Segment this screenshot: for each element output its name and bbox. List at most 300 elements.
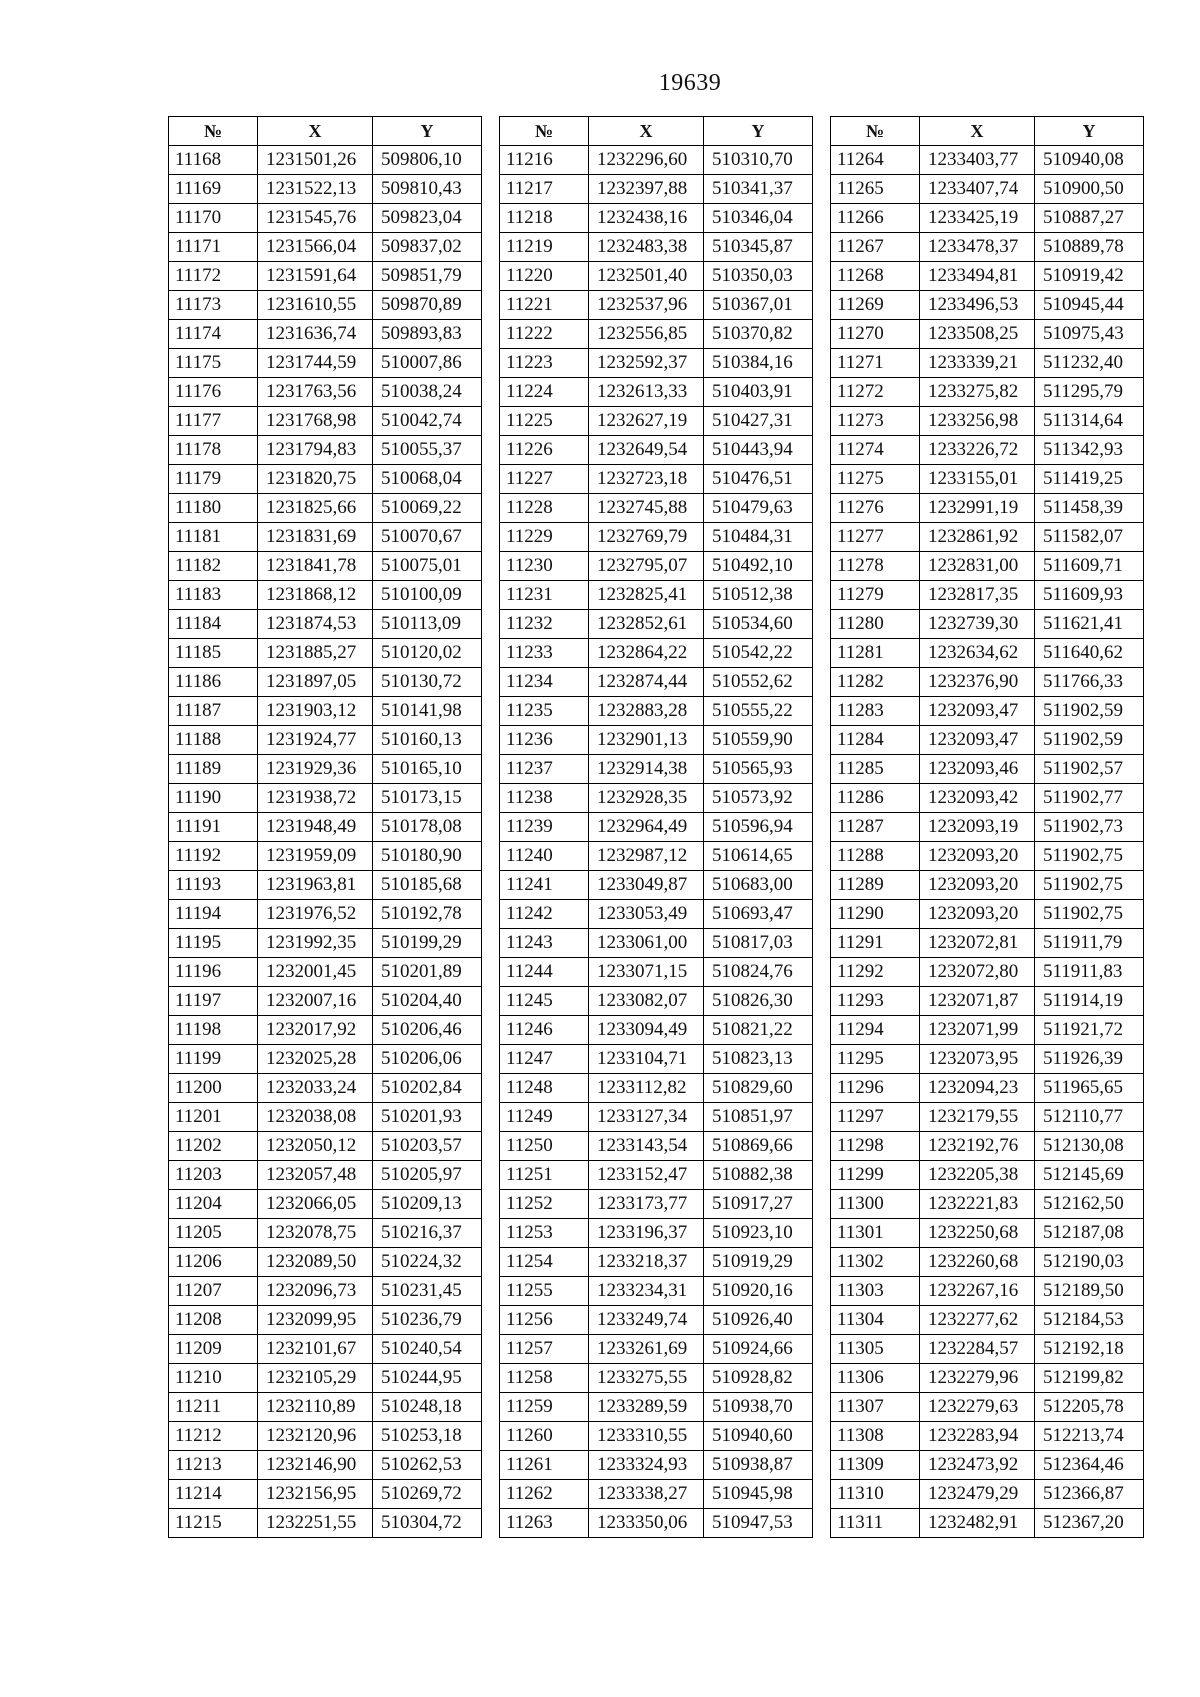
table-row <box>169 581 482 610</box>
table-row <box>831 1480 1144 1509</box>
coordinate-x: 1232883,28 <box>589 697 704 726</box>
table-row <box>831 726 1144 755</box>
point-number: 11286 <box>831 784 920 813</box>
point-number: 11234 <box>500 668 589 697</box>
table-row <box>831 523 1144 552</box>
coordinate-x: 1232739,30 <box>920 610 1035 639</box>
coordinate-y: 510248,18 <box>373 1393 482 1422</box>
table-row <box>831 871 1144 900</box>
point-number: 11283 <box>831 697 920 726</box>
coordinate-x: 1231874,53 <box>258 610 373 639</box>
point-number: 11213 <box>169 1451 258 1480</box>
point-number: 11301 <box>831 1219 920 1248</box>
point-number: 11216 <box>500 146 589 175</box>
coordinate-y: 512130,08 <box>1035 1132 1144 1161</box>
coordinate-x: 1233261,69 <box>589 1335 704 1364</box>
point-number: 11298 <box>831 1132 920 1161</box>
table-row <box>169 1045 482 1074</box>
column-header-number: № <box>831 117 920 146</box>
table-row <box>169 668 482 697</box>
point-number: 11202 <box>169 1132 258 1161</box>
coordinate-x: 1231841,78 <box>258 552 373 581</box>
coordinate-y: 510185,68 <box>373 871 482 900</box>
point-number: 11206 <box>169 1248 258 1277</box>
coordinate-x: 1232089,50 <box>258 1248 373 1277</box>
coordinate-x: 1231636,74 <box>258 320 373 349</box>
coordinate-x: 1231831,69 <box>258 523 373 552</box>
coordinate-y: 510120,02 <box>373 639 482 668</box>
point-number: 11245 <box>500 987 589 1016</box>
coordinate-y: 510178,08 <box>373 813 482 842</box>
coordinate-x: 1233104,71 <box>589 1045 704 1074</box>
point-number: 11309 <box>831 1451 920 1480</box>
table-body <box>169 146 482 1538</box>
coordinate-y: 510160,13 <box>373 726 482 755</box>
point-number: 11252 <box>500 1190 589 1219</box>
table-row <box>169 465 482 494</box>
point-number: 11222 <box>500 320 589 349</box>
coordinate-y: 510346,04 <box>704 204 813 233</box>
table-row <box>831 668 1144 697</box>
table-row <box>831 813 1144 842</box>
coordinate-y: 510304,72 <box>373 1509 482 1538</box>
coordinate-x: 1231959,09 <box>258 842 373 871</box>
coordinate-y: 510367,01 <box>704 291 813 320</box>
coordinate-y: 511314,64 <box>1035 407 1144 436</box>
coordinate-x: 1231744,59 <box>258 349 373 378</box>
coordinate-x: 1232795,07 <box>589 552 704 581</box>
coordinate-y: 510573,92 <box>704 784 813 813</box>
coordinate-table <box>830 116 1144 1538</box>
point-number: 11200 <box>169 1074 258 1103</box>
coordinate-x: 1233053,49 <box>589 900 704 929</box>
table-row <box>831 929 1144 958</box>
point-number: 11269 <box>831 291 920 320</box>
table-row <box>831 1161 1144 1190</box>
coordinate-x: 1232025,28 <box>258 1045 373 1074</box>
coordinate-x: 1232033,24 <box>258 1074 373 1103</box>
coordinate-x: 1232093,46 <box>920 755 1035 784</box>
point-number: 11289 <box>831 871 920 900</box>
point-number: 11261 <box>500 1451 589 1480</box>
coordinate-y: 510173,15 <box>373 784 482 813</box>
table-row <box>831 958 1144 987</box>
table-row <box>831 1335 1144 1364</box>
table-row <box>831 784 1144 813</box>
point-number: 11276 <box>831 494 920 523</box>
point-number: 11210 <box>169 1364 258 1393</box>
coordinate-x: 1232723,18 <box>589 465 704 494</box>
coordinate-x: 1233496,53 <box>920 291 1035 320</box>
point-number: 11264 <box>831 146 920 175</box>
coordinate-y: 510552,62 <box>704 668 813 697</box>
table-row <box>169 146 482 175</box>
table-row <box>169 320 482 349</box>
table-row <box>500 1509 813 1538</box>
table-row <box>500 1422 813 1451</box>
coordinate-x: 1231929,36 <box>258 755 373 784</box>
table-row <box>169 1451 482 1480</box>
point-number: 11190 <box>169 784 258 813</box>
table-row <box>500 784 813 813</box>
coordinate-y: 512184,53 <box>1035 1306 1144 1335</box>
coordinate-y: 510236,79 <box>373 1306 482 1335</box>
table-row <box>831 291 1144 320</box>
coordinate-y: 512192,18 <box>1035 1335 1144 1364</box>
coordinate-y: 510069,22 <box>373 494 482 523</box>
coordinate-x: 1231591,64 <box>258 262 373 291</box>
point-number: 11218 <box>500 204 589 233</box>
coordinate-x: 1231522,13 <box>258 175 373 204</box>
point-number: 11267 <box>831 233 920 262</box>
table-row <box>169 1422 482 1451</box>
coordinate-y: 510940,08 <box>1035 146 1144 175</box>
coordinate-x: 1233082,07 <box>589 987 704 1016</box>
coordinate-x: 1233494,81 <box>920 262 1035 291</box>
table-row <box>831 1451 1144 1480</box>
coordinate-y: 511232,40 <box>1035 349 1144 378</box>
coordinate-x: 1232864,22 <box>589 639 704 668</box>
coordinate-y: 512187,08 <box>1035 1219 1144 1248</box>
coordinate-y: 510204,40 <box>373 987 482 1016</box>
coordinate-y: 510975,43 <box>1035 320 1144 349</box>
table-row <box>169 1509 482 1538</box>
coordinate-y: 510244,95 <box>373 1364 482 1393</box>
coordinate-x: 1231501,26 <box>258 146 373 175</box>
coordinate-y: 511902,77 <box>1035 784 1144 813</box>
table-row <box>500 958 813 987</box>
coordinate-y: 510919,42 <box>1035 262 1144 291</box>
coordinate-y: 509870,89 <box>373 291 482 320</box>
table-row <box>169 929 482 958</box>
coordinate-x: 1233234,31 <box>589 1277 704 1306</box>
coordinate-x: 1231610,55 <box>258 291 373 320</box>
coordinate-x: 1231948,49 <box>258 813 373 842</box>
coordinate-y: 511419,25 <box>1035 465 1144 494</box>
coordinate-x: 1231820,75 <box>258 465 373 494</box>
coordinate-y: 510882,38 <box>704 1161 813 1190</box>
point-number: 11237 <box>500 755 589 784</box>
coordinate-x: 1232072,80 <box>920 958 1035 987</box>
coordinate-y: 512145,69 <box>1035 1161 1144 1190</box>
coordinate-x: 1232050,12 <box>258 1132 373 1161</box>
table-header-row <box>500 117 813 146</box>
table-row <box>831 842 1144 871</box>
coordinate-x: 1232649,54 <box>589 436 704 465</box>
coordinate-x: 1233403,77 <box>920 146 1035 175</box>
coordinate-x: 1233226,72 <box>920 436 1035 465</box>
coordinate-y: 510479,63 <box>704 494 813 523</box>
table-row <box>831 233 1144 262</box>
table-row <box>831 320 1144 349</box>
coordinate-x: 1232556,85 <box>589 320 704 349</box>
point-number: 11266 <box>831 204 920 233</box>
coordinate-y: 511609,71 <box>1035 552 1144 581</box>
table-row <box>831 900 1144 929</box>
coordinate-x: 1232146,90 <box>258 1451 373 1480</box>
coordinate-x: 1232093,20 <box>920 871 1035 900</box>
table-row <box>500 1248 813 1277</box>
point-number: 11240 <box>500 842 589 871</box>
table-row <box>500 639 813 668</box>
coordinate-x: 1232093,20 <box>920 842 1035 871</box>
point-number: 11228 <box>500 494 589 523</box>
point-number: 11278 <box>831 552 920 581</box>
coordinate-y: 510201,89 <box>373 958 482 987</box>
coordinate-y: 510476,51 <box>704 465 813 494</box>
table-row <box>500 262 813 291</box>
column-header-x: X <box>258 117 373 146</box>
coordinate-x: 1231992,35 <box>258 929 373 958</box>
coordinate-x: 1233196,37 <box>589 1219 704 1248</box>
point-number: 11170 <box>169 204 258 233</box>
coordinate-x: 1233338,27 <box>589 1480 704 1509</box>
point-number: 11207 <box>169 1277 258 1306</box>
coordinate-y: 510345,87 <box>704 233 813 262</box>
table-row <box>831 262 1144 291</box>
coordinate-y: 510253,18 <box>373 1422 482 1451</box>
table-row <box>831 1306 1144 1335</box>
coordinate-x: 1232964,49 <box>589 813 704 842</box>
point-number: 11208 <box>169 1306 258 1335</box>
coordinate-y: 510038,24 <box>373 378 482 407</box>
coordinate-x: 1232483,38 <box>589 233 704 262</box>
coordinate-y: 512162,50 <box>1035 1190 1144 1219</box>
coordinate-y: 510926,40 <box>704 1306 813 1335</box>
coordinate-y: 510055,37 <box>373 436 482 465</box>
point-number: 11214 <box>169 1480 258 1509</box>
coordinate-x: 1233152,47 <box>589 1161 704 1190</box>
coordinate-y: 512205,78 <box>1035 1393 1144 1422</box>
table-row <box>169 726 482 755</box>
point-number: 11288 <box>831 842 920 871</box>
point-number: 11186 <box>169 668 258 697</box>
coordinate-y: 510928,82 <box>704 1364 813 1393</box>
table-row <box>831 639 1144 668</box>
coordinate-x: 1232093,19 <box>920 813 1035 842</box>
coordinate-x: 1232057,48 <box>258 1161 373 1190</box>
coordinate-x: 1233275,82 <box>920 378 1035 407</box>
coordinate-y: 510231,45 <box>373 1277 482 1306</box>
coordinate-y: 510070,67 <box>373 523 482 552</box>
coordinate-x: 1232627,19 <box>589 407 704 436</box>
table-row <box>169 523 482 552</box>
coordinate-y: 509851,79 <box>373 262 482 291</box>
point-number: 11197 <box>169 987 258 1016</box>
coordinate-x: 1232817,35 <box>920 581 1035 610</box>
point-number: 11302 <box>831 1248 920 1277</box>
table-row <box>831 407 1144 436</box>
table-row <box>169 697 482 726</box>
coordinate-y: 510924,66 <box>704 1335 813 1364</box>
coordinate-y: 510945,98 <box>704 1480 813 1509</box>
coordinate-x: 1232105,29 <box>258 1364 373 1393</box>
point-number: 11184 <box>169 610 258 639</box>
coordinate-y: 510920,16 <box>704 1277 813 1306</box>
table-row <box>169 1161 482 1190</box>
coordinate-x: 1232260,68 <box>920 1248 1035 1277</box>
coordinate-x: 1232001,45 <box>258 958 373 987</box>
point-number: 11174 <box>169 320 258 349</box>
point-number: 11183 <box>169 581 258 610</box>
coordinate-y: 511911,79 <box>1035 929 1144 958</box>
coordinate-x: 1233094,49 <box>589 1016 704 1045</box>
coordinate-y: 510403,91 <box>704 378 813 407</box>
coordinate-y: 511926,39 <box>1035 1045 1144 1074</box>
point-number: 11195 <box>169 929 258 958</box>
table-row <box>169 1132 482 1161</box>
coordinate-x: 1232101,67 <box>258 1335 373 1364</box>
table-row <box>169 1190 482 1219</box>
point-number: 11306 <box>831 1364 920 1393</box>
table-row <box>500 610 813 639</box>
coordinate-y: 511911,83 <box>1035 958 1144 987</box>
coordinate-x: 1232479,29 <box>920 1480 1035 1509</box>
coordinate-y: 510205,97 <box>373 1161 482 1190</box>
coordinate-x: 1232279,63 <box>920 1393 1035 1422</box>
coordinate-x: 1232825,41 <box>589 581 704 610</box>
coordinate-y: 510938,87 <box>704 1451 813 1480</box>
coordinate-x: 1232914,38 <box>589 755 704 784</box>
coordinate-x: 1232007,16 <box>258 987 373 1016</box>
coordinate-x: 1233061,00 <box>589 929 704 958</box>
coordinate-x: 1232096,73 <box>258 1277 373 1306</box>
table-body <box>500 146 813 1538</box>
table-row <box>831 697 1144 726</box>
table-row <box>500 813 813 842</box>
point-number: 11262 <box>500 1480 589 1509</box>
table-row <box>169 755 482 784</box>
coordinate-y: 510042,74 <box>373 407 482 436</box>
point-number: 11192 <box>169 842 258 871</box>
table-row <box>169 291 482 320</box>
coordinate-y: 511902,75 <box>1035 900 1144 929</box>
coordinate-y: 510141,98 <box>373 697 482 726</box>
coordinate-y: 511902,73 <box>1035 813 1144 842</box>
coordinate-y: 510826,30 <box>704 987 813 1016</box>
point-number: 11305 <box>831 1335 920 1364</box>
coordinate-x: 1232296,60 <box>589 146 704 175</box>
coordinate-y: 511766,33 <box>1035 668 1144 697</box>
table-row <box>169 987 482 1016</box>
coordinate-y: 511902,75 <box>1035 842 1144 871</box>
table-row <box>169 1074 482 1103</box>
point-number: 11293 <box>831 987 920 1016</box>
point-number: 11292 <box>831 958 920 987</box>
coordinate-y: 510889,78 <box>1035 233 1144 262</box>
table-row <box>500 1306 813 1335</box>
point-number: 11233 <box>500 639 589 668</box>
point-number: 11217 <box>500 175 589 204</box>
point-number: 11255 <box>500 1277 589 1306</box>
coordinate-x: 1233324,93 <box>589 1451 704 1480</box>
coordinate-y: 510923,10 <box>704 1219 813 1248</box>
coordinate-y: 509810,43 <box>373 175 482 204</box>
coordinate-y: 510484,31 <box>704 523 813 552</box>
coordinate-x: 1232038,08 <box>258 1103 373 1132</box>
coordinate-y: 511609,93 <box>1035 581 1144 610</box>
coordinate-x: 1232179,55 <box>920 1103 1035 1132</box>
table-row <box>169 1277 482 1306</box>
table-row <box>169 1480 482 1509</box>
point-number: 11211 <box>169 1393 258 1422</box>
coordinate-y: 510945,44 <box>1035 291 1144 320</box>
point-number: 11198 <box>169 1016 258 1045</box>
coordinate-y: 510180,90 <box>373 842 482 871</box>
table-row <box>831 146 1144 175</box>
coordinate-y: 511458,39 <box>1035 494 1144 523</box>
coordinate-y: 510823,13 <box>704 1045 813 1074</box>
point-number: 11272 <box>831 378 920 407</box>
coordinate-x: 1233218,37 <box>589 1248 704 1277</box>
point-number: 11275 <box>831 465 920 494</box>
table-row <box>500 465 813 494</box>
table-row <box>500 523 813 552</box>
point-number: 11176 <box>169 378 258 407</box>
coordinate-y: 510683,00 <box>704 871 813 900</box>
coordinate-y: 512367,20 <box>1035 1509 1144 1538</box>
point-number: 11230 <box>500 552 589 581</box>
table-row <box>500 900 813 929</box>
table-row <box>500 349 813 378</box>
coordinate-y: 510075,01 <box>373 552 482 581</box>
table-row <box>831 1045 1144 1074</box>
point-number: 11199 <box>169 1045 258 1074</box>
table-row <box>831 378 1144 407</box>
point-number: 11303 <box>831 1277 920 1306</box>
point-number: 11220 <box>500 262 589 291</box>
coordinate-y: 510206,06 <box>373 1045 482 1074</box>
column-header-y: Y <box>373 117 482 146</box>
table-row <box>500 1393 813 1422</box>
point-number: 11223 <box>500 349 589 378</box>
coordinate-y: 510443,94 <box>704 436 813 465</box>
table-row <box>500 204 813 233</box>
table-row <box>500 320 813 349</box>
table-row <box>169 1335 482 1364</box>
point-number: 11188 <box>169 726 258 755</box>
table-row <box>169 639 482 668</box>
coordinate-y: 511582,07 <box>1035 523 1144 552</box>
coordinate-x: 1233289,59 <box>589 1393 704 1422</box>
point-number: 11311 <box>831 1509 920 1538</box>
coordinate-x: 1233127,34 <box>589 1103 704 1132</box>
coordinate-y: 510203,57 <box>373 1132 482 1161</box>
point-number: 11171 <box>169 233 258 262</box>
coordinate-x: 1232071,87 <box>920 987 1035 1016</box>
table-row <box>500 1190 813 1219</box>
table-row <box>169 494 482 523</box>
point-number: 11226 <box>500 436 589 465</box>
coordinate-y: 510900,50 <box>1035 175 1144 204</box>
table-row <box>831 1016 1144 1045</box>
table-row <box>500 552 813 581</box>
coordinate-x: 1232501,40 <box>589 262 704 291</box>
point-number: 11251 <box>500 1161 589 1190</box>
table-row <box>500 987 813 1016</box>
coordinate-y: 510596,94 <box>704 813 813 842</box>
coordinate-x: 1233478,37 <box>920 233 1035 262</box>
coordinate-x: 1232592,37 <box>589 349 704 378</box>
table-row <box>831 1393 1144 1422</box>
point-number: 11248 <box>500 1074 589 1103</box>
column-header-x: X <box>920 117 1035 146</box>
coordinate-y: 510206,46 <box>373 1016 482 1045</box>
coordinate-y: 512199,82 <box>1035 1364 1144 1393</box>
table-row <box>500 581 813 610</box>
point-number: 11212 <box>169 1422 258 1451</box>
point-number: 11177 <box>169 407 258 436</box>
